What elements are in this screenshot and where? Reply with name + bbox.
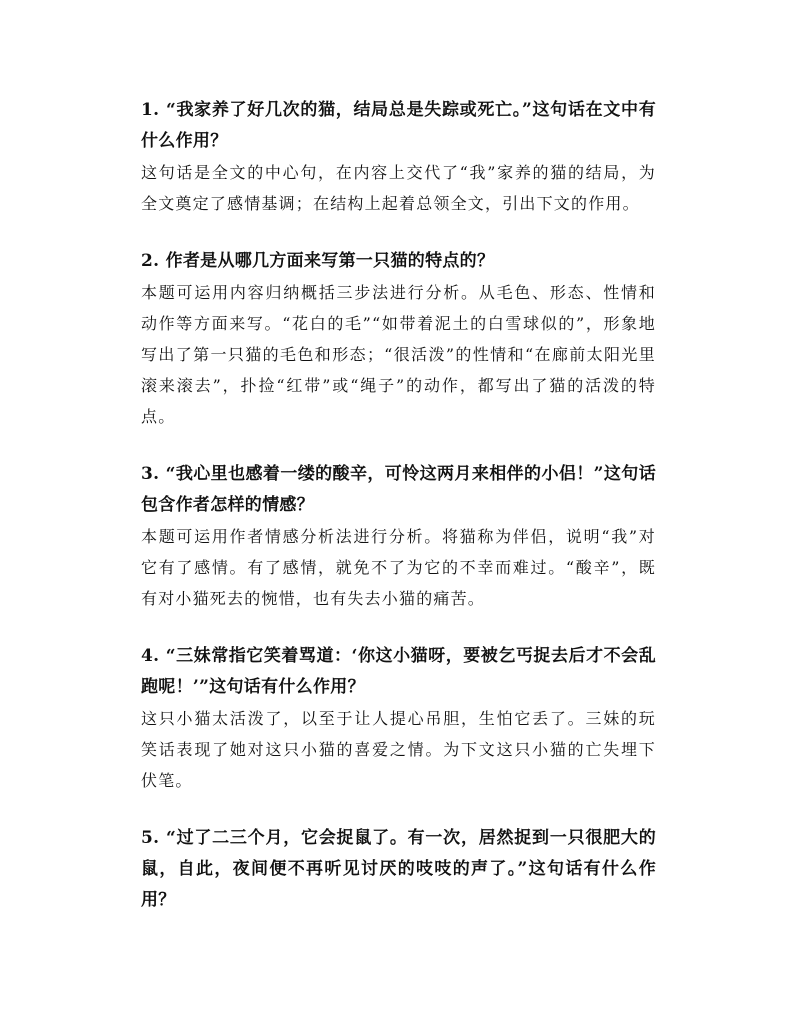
answer-4: 这只小猫太活泼了，以至于让人提心吊胆，生怕它丢了。三妹的玩笑话表现了她对这只小猫的喜爱之情。为下文这只小猫的亡失埋下伏笔。 bbox=[141, 709, 656, 790]
qa-item-2 bbox=[141, 246, 656, 432]
question-3: 3. “我心里也感着一缕的酸辛，可怜这两月来相伴的小侣！”这句话包含作者怎样的情感？ bbox=[141, 464, 656, 515]
question-1: 1. “我家养了好几次的猫，结局总是失踪或死亡。”这句话在文中有什么作用？ bbox=[141, 100, 656, 151]
answer-3: 本题可运用作者情感分析法进行分析。将猫称为伴侣，说明“我”对它有了感情。有了感情，就免不了为它的不幸而难过。“酸辛”，既有对小猫死去的惋惜，也有失去小猫的痛苦。 bbox=[141, 527, 656, 608]
qa-item-4 bbox=[141, 641, 656, 796]
question-5: 5. “过了二三个月，它会捉鼠了。有一次，居然捉到一只很肥大的鼠，自此，夜间便不再听见讨厌的吱吱的声了。”这句话有什么作用？ bbox=[141, 828, 656, 910]
answer-2: 本题可运用内容归纳概括三步法进行分析。从毛色、形态、性情和动作等方面来写。“花白的毛”“如带着泥土的白雪球似的”，形象地写出了第一只猫的毛色和形态；“很活泼”的性情和“在廊前太阳光里滚来滚去”，扑捡“红带”或“绳子”的动作，都写出了猫的活泼的特点。 bbox=[141, 283, 656, 426]
qa-item-5 bbox=[141, 823, 656, 916]
qa-content bbox=[141, 95, 656, 943]
qa-item-3 bbox=[141, 459, 656, 614]
answer-1: 这句话是全文的中心句，在内容上交代了“我”家养的猫的结局，为全文奠定了感情基调；在结构上起着总领全文，引出下文的作用。 bbox=[141, 163, 656, 213]
question-2: 2. 作者是从哪几方面来写第一只猫的特点的？ bbox=[141, 251, 495, 271]
qa-item-1 bbox=[141, 95, 656, 219]
question-4: 4. “三妹常指它笑着骂道：‘你这小猫呀，要被乞丐捉去后才不会乱跑呢！’”这句话有什么作用？ bbox=[141, 646, 656, 697]
